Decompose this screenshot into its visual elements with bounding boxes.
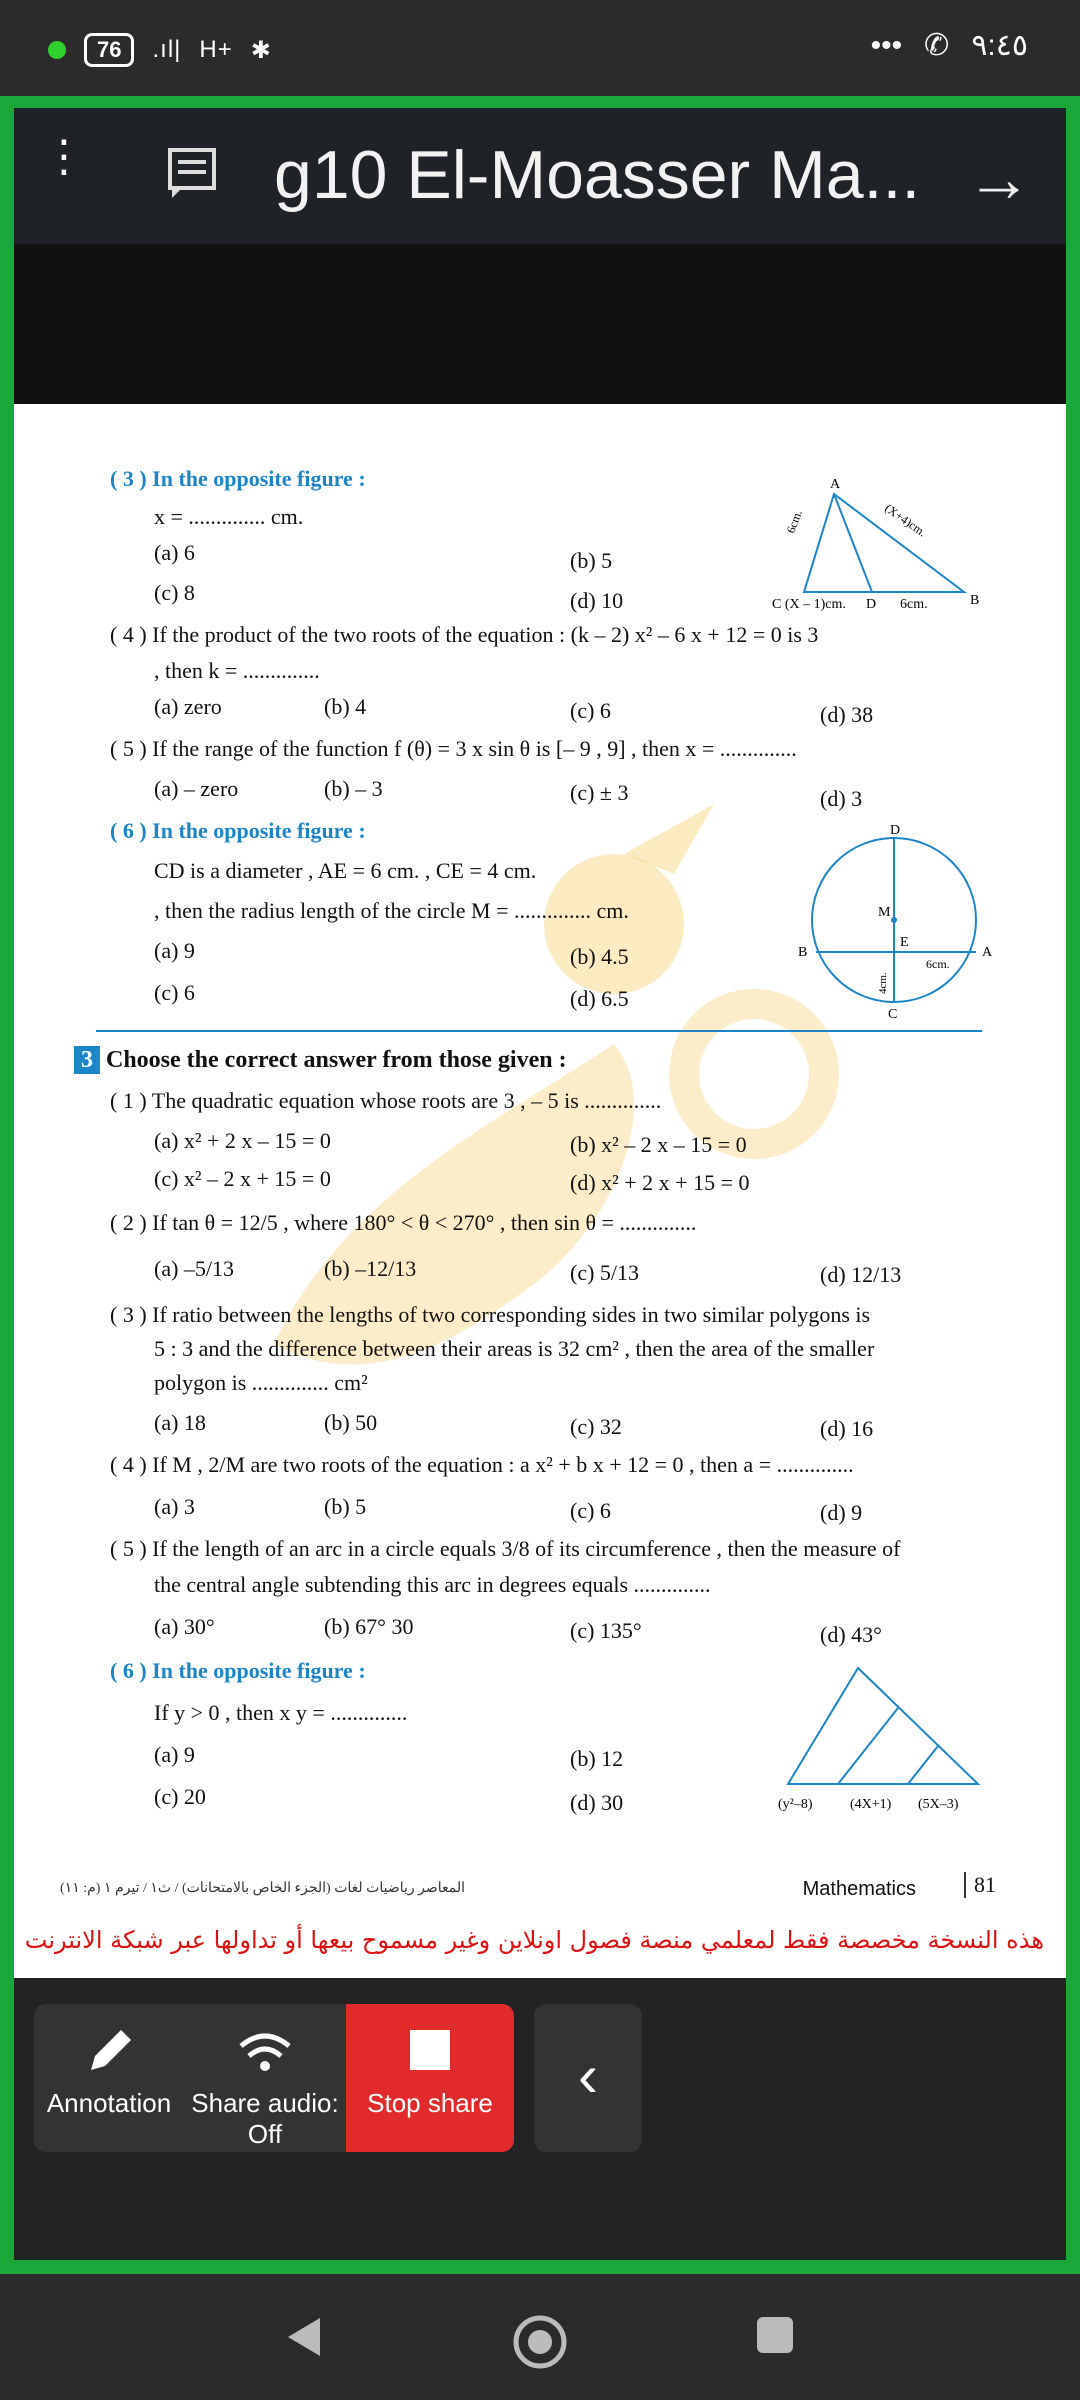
circle-label-4cm: 4cm. [877, 972, 889, 994]
navigation-bar [0, 2274, 1080, 2400]
share-audio-label: Share audio: [191, 2088, 339, 2118]
whatsapp-icon: ✆ [924, 29, 950, 62]
s4-option-d: (d) 9 [820, 1500, 863, 1525]
q6-heading: ( 6 ) In the opposite figure : [110, 818, 366, 843]
circle-label-d: D [890, 824, 901, 838]
q4-option-c: (c) 6 [570, 698, 611, 723]
s5-text-2: the central angle subtending this arc in degrees equals .............. [154, 1572, 711, 1597]
q3-option-b: (b) 5 [570, 548, 613, 573]
footer-subject: Mathematics [802, 1878, 916, 1900]
q4-text: ( 4 ) If the product of the two roots of the equation : (k – 2) x² – 6 x + 12 = 0 is 3 [110, 622, 819, 647]
screen-share-frame [0, 96, 1080, 2274]
circle-label-e: E [900, 935, 909, 950]
document-title: g10 El-Moasser Ma... [274, 137, 921, 213]
s3-text: ( 3 ) If ratio between the lengths of two corresponding sides in two similar polygons is [110, 1302, 871, 1327]
recents-nav-icon[interactable] [754, 2314, 796, 2356]
section-number: 3 [74, 1046, 100, 1074]
section-3-heading [74, 1046, 567, 1074]
stop-share-label: Stop share [367, 2088, 493, 2118]
stop-share-button[interactable] [346, 2004, 514, 2152]
q6-option-d: (d) 6.5 [570, 986, 629, 1011]
back-nav-icon[interactable] [282, 2314, 328, 2360]
notes-icon[interactable] [166, 144, 222, 200]
annotation-button[interactable] [34, 2004, 184, 2152]
s6-option-d: (d) 30 [570, 1790, 624, 1815]
q5-text: ( 5 ) If the range of the function f (θ) = 3 x sin θ is [– 9 , 9] , then x = .............. [110, 736, 797, 761]
q4-option-b: (b) 4 [324, 694, 367, 719]
recording-dot-icon [48, 41, 66, 59]
pencil-icon [79, 2026, 139, 2078]
doc-viewer-toolbar [14, 108, 1066, 244]
s3-option-a: (a) 18 [154, 1410, 206, 1435]
shared-content [14, 108, 1066, 2260]
s6-option-a: (a) 9 [154, 1742, 195, 1767]
label-6cm-left: 6cm. [783, 507, 805, 536]
s4-text: ( 4 ) If M , 2/M are two roots of the equation : a x² + b x + 12 = 0 , then a = .............. [110, 1452, 854, 1477]
s6-text: If y > 0 , then x y = .............. [154, 1700, 408, 1725]
q6-option-c: (c) 6 [154, 980, 195, 1005]
page-number: 81 [964, 1872, 996, 1898]
s3-option-b: (b) 50 [324, 1410, 378, 1435]
s1-option-c: (c) x² – 2 x + 15 = 0 [154, 1166, 331, 1191]
s4-option-c: (c) 6 [570, 1498, 611, 1523]
more-notifications-icon: ••• [870, 28, 903, 62]
circle-label-c: C [888, 1007, 898, 1022]
q6-option-b: (b) 4.5 [570, 944, 629, 969]
s6-heading: ( 6 ) In the opposite figure : [110, 1658, 366, 1683]
s5-option-b: (b) 67° 30 [324, 1614, 414, 1639]
q3-option-c: (c) 8 [154, 580, 195, 605]
q3-heading: ( 3 ) In the opposite figure : [110, 466, 366, 491]
circle-label-6cm: 6cm. [926, 957, 950, 971]
q6-option-a: (a) 9 [154, 938, 195, 963]
section-divider [96, 1030, 982, 1032]
s6-option-c: (c) 20 [154, 1784, 206, 1809]
label-b: B [970, 593, 980, 608]
triangle-segments-figure [758, 1658, 988, 1818]
s3-option-c: (c) 32 [570, 1414, 622, 1439]
s1-text: ( 1 ) The quadratic equation whose roots are 3 , – 5 is .............. [110, 1088, 662, 1113]
more-options-icon[interactable]: ⋮ [42, 132, 86, 181]
s2-option-b: (b) –12/13 [324, 1256, 417, 1281]
stop-icon [400, 2026, 460, 2078]
s5-option-a: (a) 30° [154, 1614, 215, 1639]
circle-figure [794, 824, 1014, 1024]
q4-text-2: , then k = .............. [154, 658, 320, 683]
document-page [14, 404, 1066, 1978]
label-top-right: (X+4)cm. [882, 500, 929, 540]
circle-label-b: B [798, 945, 808, 960]
q4-option-a: (a) zero [154, 694, 222, 719]
q3-option-a: (a) 6 [154, 540, 195, 565]
seg-label-2: (4X+1) [850, 1797, 892, 1812]
s3-text-3: polygon is .............. cm² [154, 1370, 368, 1395]
s1-option-b: (b) x² – 2 x – 15 = 0 [570, 1132, 747, 1157]
viewer-blank-area [14, 244, 1066, 404]
circle-label-m: M [878, 905, 891, 920]
battery-indicator: 76 [84, 33, 134, 67]
seg-label-3: (5X–3) [918, 1797, 959, 1812]
q5-option-b: (b) – 3 [324, 776, 383, 801]
q5-option-c: (c) ± 3 [570, 780, 629, 805]
s2-option-a: (a) –5/13 [154, 1256, 235, 1281]
share-audio-state: Off [247, 2119, 283, 2149]
s6-option-b: (b) 12 [570, 1746, 624, 1771]
q6-text: CD is a diameter , AE = 6 cm. , CE = 4 cm. [154, 858, 537, 883]
share-controls [34, 2004, 514, 2152]
q3-option-d: (d) 10 [570, 588, 624, 613]
seg-label-1: (y²–8) [778, 1797, 813, 1812]
label-6cm-bottom: 6cm. [900, 597, 928, 612]
wifi-audio-icon [235, 2026, 295, 2078]
s5-option-c: (c) 135° [570, 1618, 642, 1643]
q5-option-a: (a) – zero [154, 776, 239, 801]
s1-option-d: (d) x² + 2 x + 15 = 0 [570, 1170, 750, 1195]
s2-text: ( 2 ) If tan θ = 12/5 , where 180° < θ < 270° , then sin θ = .............. [110, 1210, 697, 1235]
section-title: Choose the correct answer from those given : [106, 1047, 567, 1073]
q4-option-d: (d) 38 [820, 702, 874, 727]
s5-text: ( 5 ) If the length of an arc in a circle equals 3/8 of its circumference , then the measure of [110, 1536, 901, 1561]
s2-option-d: (d) 12/13 [820, 1262, 902, 1287]
network-type: H+ [199, 36, 233, 63]
label-a: A [830, 477, 841, 492]
s4-option-a: (a) 3 [154, 1494, 195, 1519]
s2-option-c: (c) 5/13 [570, 1260, 640, 1285]
footer-book-info: المعاصر رياضيات لغات (الجزء الخاص بالامتحانات) / ث١ / تيرم ١ (م: ١١) [60, 1881, 466, 1896]
label-c: C (X – 1)cm. [772, 597, 846, 612]
clock: ٩:٤٥ [971, 29, 1028, 62]
label-d: D [866, 597, 877, 612]
s5-option-d: (d) 43° [820, 1622, 882, 1647]
s3-text-2: 5 : 3 and the difference between their areas is 32 cm² , then the area of the smaller [154, 1336, 875, 1361]
triangle-figure [764, 474, 994, 624]
annotation-label: Annotation [46, 2088, 172, 2118]
forward-arrow-icon[interactable]: → [966, 141, 1032, 215]
collapse-controls-button[interactable]: ‹ [534, 2004, 642, 2152]
bluetooth-icon: ✱ [250, 36, 272, 64]
circle-label-a: A [982, 945, 993, 960]
s4-option-b: (b) 5 [324, 1494, 367, 1519]
q5-option-d: (d) 3 [820, 786, 863, 811]
q6-text-2: , then the radius length of the circle M = .............. cm. [154, 898, 629, 923]
s3-option-d: (d) 16 [820, 1416, 874, 1441]
share-audio-button[interactable] [184, 2004, 346, 2152]
home-nav-icon[interactable] [512, 2314, 568, 2370]
status-bar [0, 0, 1080, 96]
q3-text: x = .............. cm. [154, 504, 304, 529]
copyright-notice: هذه النسخة مخصصة فقط لمعلمي منصة فصول اونلاين وغير مسموح بيعها أو تداولها عبر شبكة الانترنت [24, 1926, 1044, 1954]
signal-icon: .ıl| [152, 36, 182, 63]
s1-option-a: (a) x² + 2 x – 15 = 0 [154, 1128, 331, 1153]
